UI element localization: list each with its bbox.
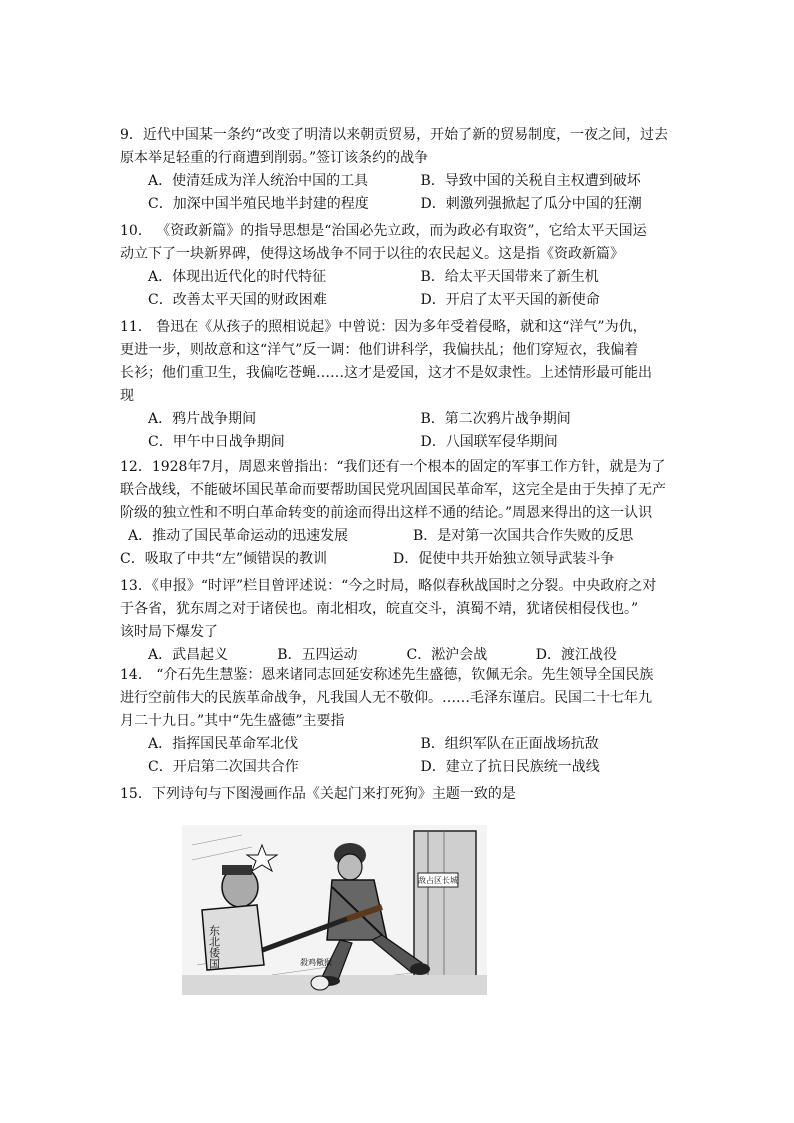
question-11 <box>120 316 665 454</box>
option-a: A．指挥国民革命军北伐 <box>148 736 299 752</box>
option-b: B．五四运动 <box>277 647 358 663</box>
question-10-options <box>120 266 665 312</box>
option-d: D．八国联军侵华期间 <box>420 434 558 450</box>
enemy-label: 东北倭国 <box>207 925 221 969</box>
soldier-head <box>338 854 362 880</box>
option-c: C．改善太平天国的财政困难 <box>148 292 327 308</box>
question-14-line-1: 14． “介石先生慧鉴：恩来诸同志回延安称述先生盛德，钦佩无余。先生领导全国民族 <box>120 667 654 683</box>
question-9-options <box>120 170 665 216</box>
option-b: B．第二次鸦片战争期间 <box>420 411 571 427</box>
question-11-line-1: 11． 鲁迅在《从孩子的照相说起》中曾说：因为多年受着侵略，就和这“洋气”为仇， <box>120 319 647 335</box>
question-14 <box>120 664 665 779</box>
question-14-line-3: 月二十九日。”其中“先生盛德”主要指 <box>120 713 345 729</box>
option-a: A．武昌起义 <box>148 647 229 663</box>
option-c: C．吸取了中共“左”倾错误的教训 <box>120 551 328 567</box>
question-13-line-1: 13．《申报》“时评”栏目曾评述说：“今之时局，略似春秋战国时之分裂。中央政府之对 <box>120 578 657 594</box>
question-11-line-4: 现 <box>120 388 134 404</box>
question-10-line-1: 10． 《资政新篇》的指导思想是“治国必先立政，而为政必有取资”，它给太平天国运 <box>120 223 647 239</box>
option-a: A．鸦片战争期间 <box>148 411 257 427</box>
soldier-boot <box>410 963 430 975</box>
option-a: A．体现出近代化的时代特征 <box>148 269 327 285</box>
question-12-line-2: 联合战线，不能破坏国民革命而要帮助国民党巩固国民革命军，这完全是由于失掉了无产 <box>120 482 666 498</box>
question-14-line-2: 进行空前伟大的民族革命战争，凡我国人无不敬仰。……毛泽东谨启。民国二十七年九 <box>120 690 652 706</box>
question-12-options-row-2 <box>120 548 665 571</box>
question-15 <box>120 783 665 806</box>
option-b: B．组织军队在正面战场抗敌 <box>420 736 599 752</box>
question-12-line-1: 12．1928年7月，周恩来曾指出：“我们还有一个根本的固定的军事工作方针，就是为了 <box>120 459 666 475</box>
cartoon-image <box>182 825 487 995</box>
question-12-line-3: 阶级的独立性和不明白革命转变的前途而得出这样不通的结论。”周恩来得出的这一认识 <box>120 505 653 521</box>
option-d: D．开启了太平天国的新使命 <box>420 292 600 308</box>
question-11-options <box>120 408 665 454</box>
question-11-line-2: 更进一步，则故意和这“洋气”反一调：他们讲科学，我偏扶乩；他们穿短衣，我偏着 <box>120 342 639 358</box>
question-15-line-1: 15．下列诗句与下图漫画作品《关起门来打死狗》主题一致的是 <box>120 786 516 802</box>
door-sign-label: 敌占区长城 <box>418 876 458 885</box>
option-a: A．推动了国民革命运动的迅速发展 <box>128 528 349 544</box>
question-9 <box>120 124 669 216</box>
skull-icon <box>311 976 329 990</box>
question-12 <box>120 456 665 571</box>
question-10-line-2: 动立下了一块新界碑，使得这场战争不同于以往的农民起义。这是指《资政新篇》 <box>120 246 624 262</box>
question-10 <box>120 220 665 312</box>
option-c: C．开启第二次国共合作 <box>148 759 299 775</box>
option-b: B．给太平天国带来了新生机 <box>420 269 599 285</box>
option-a: A．使清廷成为洋人统治中国的工具 <box>148 173 369 189</box>
question-13-line-3: 该时局下爆发了 <box>120 624 218 640</box>
floor-label: 殺鸡儆猴 <box>300 958 332 967</box>
option-d: D．刺激列强掀起了瓜分中国的狂潮 <box>420 196 642 212</box>
option-d: D．促使中共开始独立领导武装斗争 <box>393 551 615 567</box>
question-11-line-3: 长衫；他们重卫生，我偏吃苍蝇……这才是爱国，这才不是奴隶性。上述情形最可能出 <box>120 365 652 381</box>
option-c: C．淞沪会战 <box>406 647 488 663</box>
option-d: D．建立了抗日民族统一战线 <box>420 759 600 775</box>
enemy-cap <box>222 865 252 875</box>
question-12-options-row-1 <box>120 525 665 548</box>
option-b: B．是对第一次国共合作失败的反思 <box>413 528 634 544</box>
option-c: C．甲午中日战争期间 <box>148 434 285 450</box>
question-14-options <box>120 733 665 779</box>
question-9-line-1: 9．近代中国某一条约“改变了明清以来朝贡贸易，开始了新的贸易制度，一夜之间，过去 <box>120 127 669 143</box>
option-b: B．导致中国的关税自主权遭到破坏 <box>420 173 641 189</box>
question-13 <box>120 575 665 667</box>
option-c: C．加深中国半殖民地半封建的程度 <box>148 196 369 212</box>
question-9-line-2: 原本举足轻重的行商遭到削弱。”签订该条约的战争 <box>120 150 429 166</box>
question-13-line-2: 于各省，犹东周之对于诸侯也。南北相攻，皖直交斗，滇蜀不靖，犹诸侯相侵伐也。” <box>120 601 639 617</box>
option-d: D．渡江战役 <box>535 647 617 663</box>
